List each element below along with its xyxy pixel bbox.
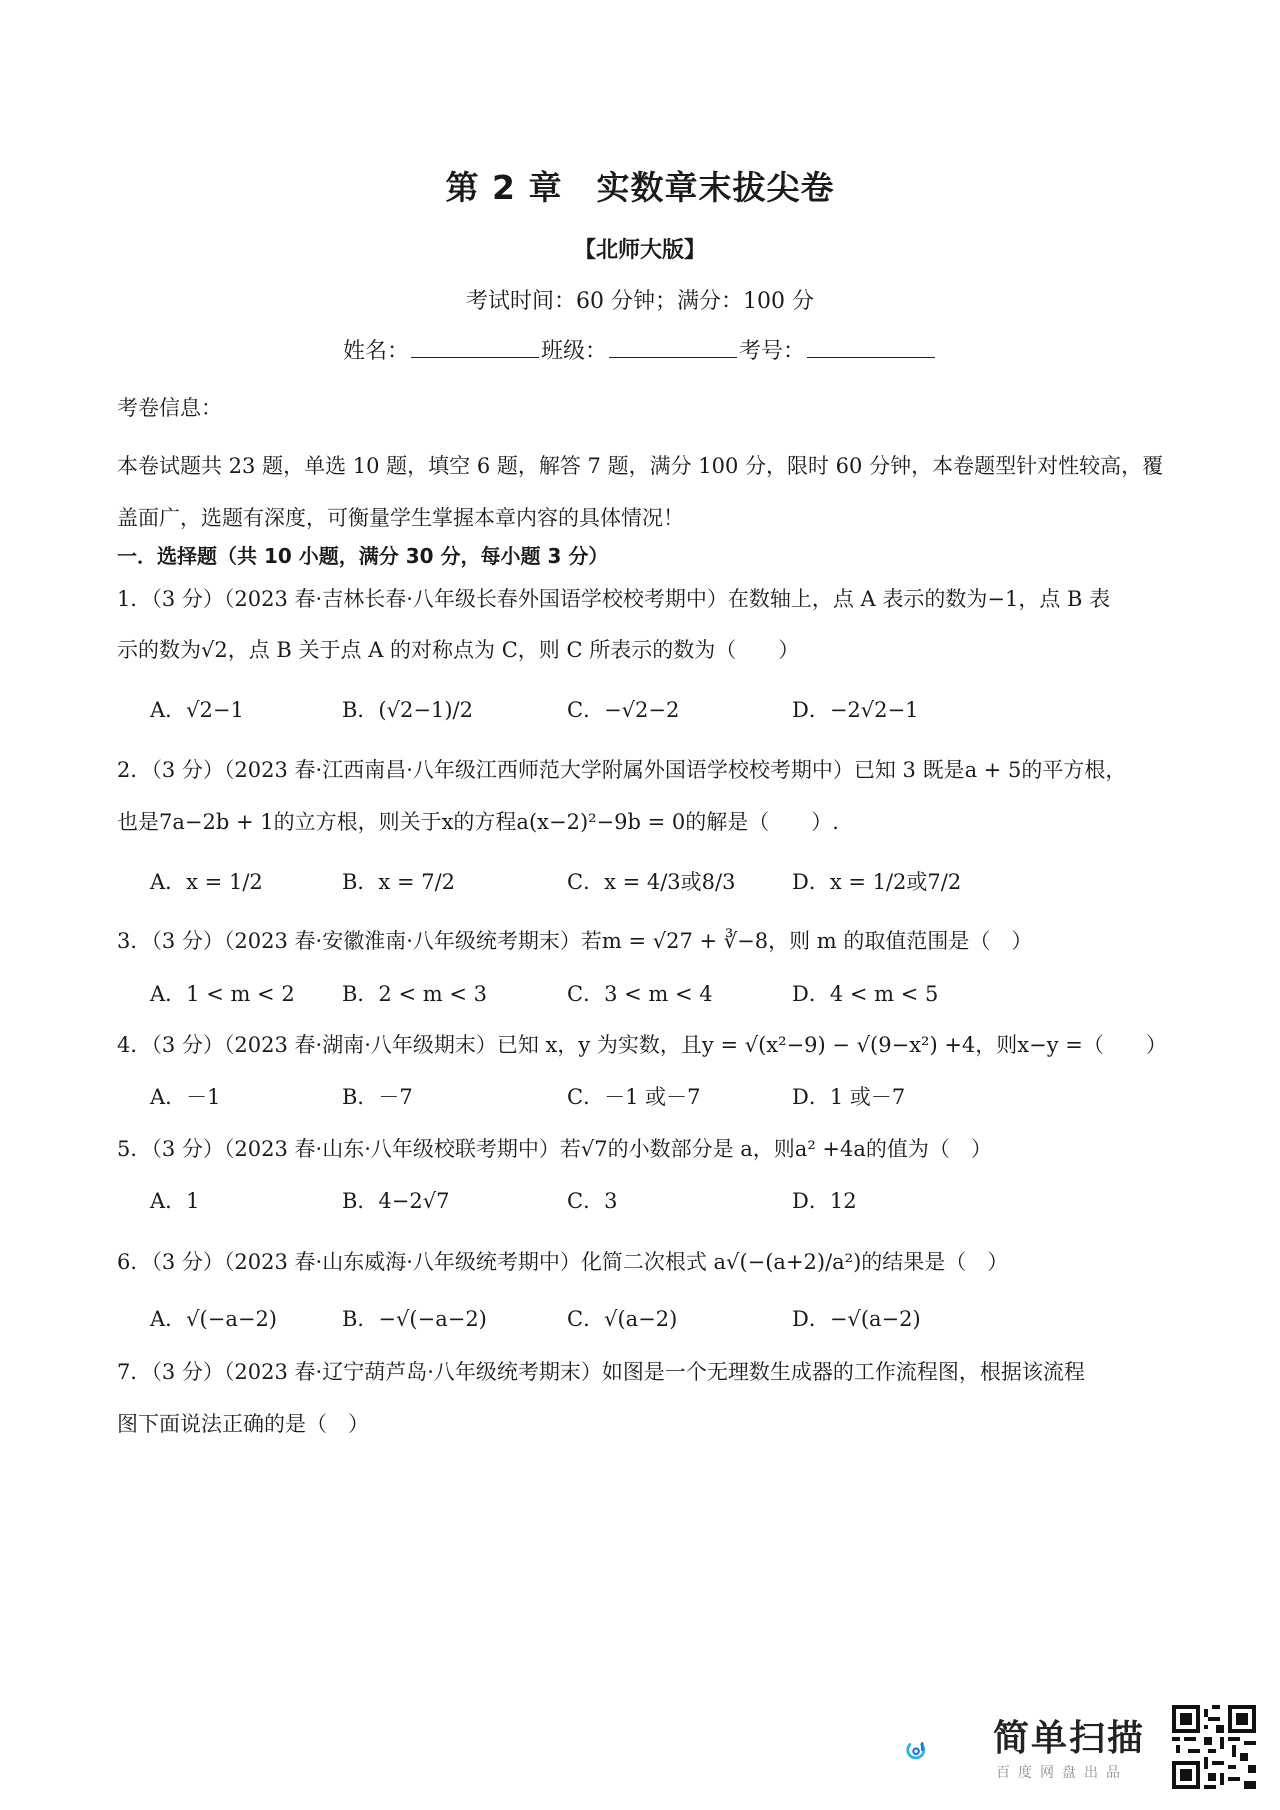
q2-option-b: B．x = 7/2 [342, 870, 456, 894]
q3-option-c: C．3 < m < 4 [567, 982, 713, 1006]
q4-option-d: D．1 或－7 [792, 1085, 906, 1109]
q5-option-c: C．3 [567, 1189, 618, 1213]
q1-option-b: B．(√2−1)/2 [342, 698, 473, 722]
name-label: 姓名： [342, 339, 409, 364]
watermark-sub: 百度网盘出品 [996, 1765, 1128, 1781]
question-6-line1: 6．（3 分）（2023 春·山东威海·八年级统考期中）化简二次根式 a√(−(a+2)/a²)的结果是（ ） [117, 1250, 1009, 1274]
info-text: 本卷试题共 23 题，单选 10 题，填空 6 题，解答 7 题，满分 100 分，限时 60 分钟，本卷题型针对性较高，覆盖面广，选题有深度，可衡量学生掌握本章内容的具体情况！ [117, 454, 1164, 530]
question-5-line1: 5．（3 分）（2023 春·山东·八年级校联考期中）若√7的小数部分是 a，则a² +4a的值为（ ） [117, 1137, 992, 1161]
question-2-line2: 也是7a−2b + 1的立方根，则关于x的方程a(x−2)²−9b = 0的解是（ ）. [117, 810, 839, 834]
scanner-logo-icon [905, 1710, 985, 1790]
question-1-line2: 示的数为√2，点 B 关于点 A 的对称点为 C，则 C 所表示的数为（ ） [117, 638, 800, 662]
q2-option-d: D．x = 1/2或7/2 [792, 870, 962, 894]
q5-option-b: B．4−2√7 [342, 1189, 450, 1213]
question-1-line1: 1．（3 分）（2023 春·吉林长春·八年级长春外国语学校校考期中）在数轴上，点 A 表示的数为−1，点 B 表 [117, 587, 1111, 611]
question-7-line1: 7．（3 分）（2023 春·辽宁葫芦岛·八年级统考期末）如图是一个无理数生成器的工作流程图，根据该流程 [117, 1360, 1085, 1384]
id-blank[interactable] [807, 335, 935, 358]
edition-label: 【北师大版】 [573, 238, 706, 263]
question-3-line1: 3．（3 分）（2023 春·安徽淮南·八年级统考期末）若m = √27 + ∛−8，则 m 的取值范围是（ ） [117, 929, 1033, 953]
q6-option-d: D．−√(a−2) [792, 1307, 921, 1331]
class-label: 班级： [540, 339, 607, 364]
exam-meta: 考试时间：60 分钟；满分：100 分 [466, 289, 814, 314]
question-7-line2: 图下面说法正确的是（ ） [117, 1412, 369, 1436]
q4-option-a: A．－1 [150, 1085, 221, 1109]
watermark-brand: 简单扫描 [993, 1718, 1146, 1759]
q1-option-a: A．√2−1 [150, 698, 244, 722]
q3-option-a: A．1 < m < 2 [150, 982, 295, 1006]
student-fields [0, 334, 1280, 365]
q1-option-c: C．−√2−2 [567, 698, 680, 722]
q6-option-c: C．√(a−2) [567, 1307, 678, 1331]
q5-option-a: A．1 [150, 1189, 200, 1213]
q5-option-d: D．12 [792, 1189, 857, 1213]
section-heading: 一．选择题（共 10 小题，满分 30 分，每小题 3 分） [117, 544, 609, 568]
q1-option-d: D．−2√2−1 [792, 698, 919, 722]
q4-option-c: C．－1 或－7 [567, 1085, 701, 1109]
q3-option-b: B．2 < m < 3 [342, 982, 487, 1006]
q2-option-c: C．x = 4/3或8/3 [567, 870, 736, 894]
question-4-line1: 4．（3 分）（2023 春·湖南·八年级期末）已知 x，y 为实数，且y = √(x²−9) − √(9−x²) +4，则x−y =（ ） [117, 1033, 1167, 1057]
id-label: 考号： [739, 339, 806, 364]
question-2-line1: 2．（3 分）（2023 春·江西南昌·八年级江西师范大学附属外国语学校校考期中）已知 3 既是a + 5的平方根， [117, 758, 1127, 782]
page-title: 第 2 章 实数章末拔尖卷 [445, 168, 835, 207]
q6-option-b: B．−√(−a−2) [342, 1307, 487, 1331]
q2-option-a: A．x = 1/2 [150, 870, 263, 894]
q6-option-a: A．√(−a−2) [150, 1307, 278, 1331]
qr-code-icon [1172, 1705, 1256, 1789]
info-label: 考卷信息： [117, 396, 222, 420]
q3-option-d: D．4 < m < 5 [792, 982, 939, 1006]
class-blank[interactable] [609, 335, 737, 358]
name-blank[interactable] [411, 335, 539, 358]
q4-option-b: B．－7 [342, 1085, 413, 1109]
